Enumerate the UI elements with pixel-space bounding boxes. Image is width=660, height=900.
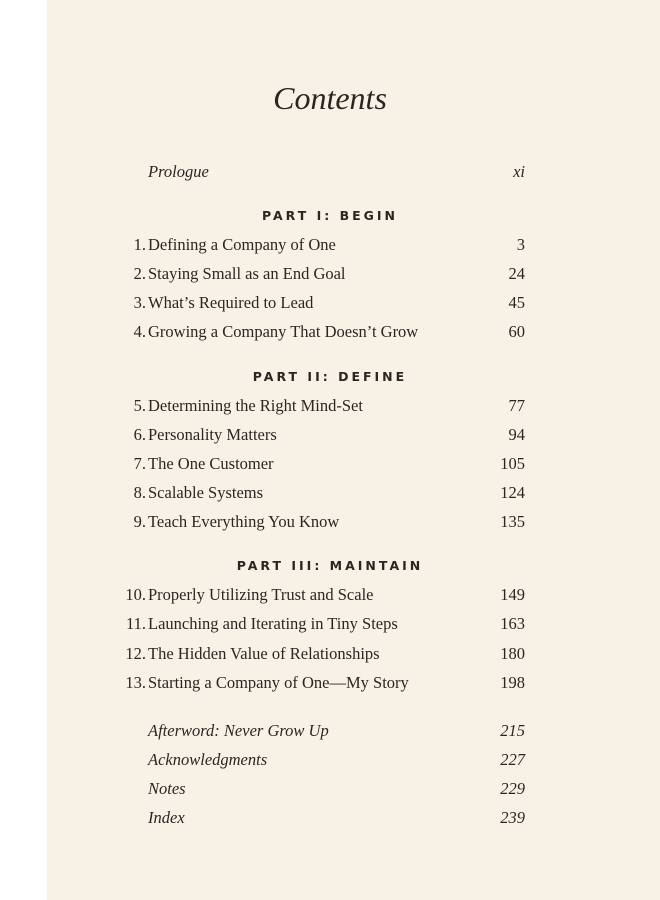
toc-entry-label: Defining a Company of One bbox=[148, 235, 336, 254]
page-title: Contents bbox=[273, 80, 387, 116]
part-heading: PART III: MAINTAIN bbox=[236, 558, 424, 573]
toc-entry-page: 163 bbox=[500, 614, 525, 633]
toc-entry-number: 7. bbox=[133, 454, 146, 473]
toc-entry-chapter-3 bbox=[0, 291, 660, 315]
toc-entry-chapter-8 bbox=[0, 481, 660, 505]
toc-entry-label: Acknowledgments bbox=[148, 750, 268, 769]
toc-entry-label: What’s Required to Lead bbox=[148, 293, 314, 312]
toc-entry-page: 227 bbox=[500, 750, 525, 769]
toc-entry-number: 4. bbox=[133, 322, 146, 341]
toc-entry-number: 13. bbox=[125, 673, 146, 692]
toc-entry-page: 77 bbox=[508, 396, 525, 415]
toc-entry-label: Afterword: Never Grow Up bbox=[148, 721, 329, 740]
toc-entry-chapter-5 bbox=[0, 394, 660, 418]
toc-entry-page: 124 bbox=[500, 483, 525, 502]
toc-entry-page: 239 bbox=[500, 808, 525, 827]
toc-entry-prologue bbox=[0, 160, 660, 184]
toc-entry-number: 3. bbox=[133, 293, 146, 312]
toc-entry-chapter-6 bbox=[0, 423, 660, 447]
toc-entry-label: Launching and Iterating in Tiny Steps bbox=[148, 614, 398, 633]
toc-entry-number: 2. bbox=[133, 264, 146, 283]
toc-entry-number: 11. bbox=[125, 614, 146, 633]
toc-entry-page: 94 bbox=[508, 425, 525, 444]
toc-entry-chapter-7 bbox=[0, 452, 660, 476]
toc-entry-label: Personality Matters bbox=[148, 425, 277, 444]
toc-entry-notes bbox=[0, 777, 660, 801]
toc-entry-chapter-10 bbox=[0, 583, 660, 607]
toc-entry-chapter-12 bbox=[0, 642, 660, 666]
toc-entry-number: 8. bbox=[133, 483, 146, 502]
toc-entry-afterword bbox=[0, 719, 660, 743]
toc-entry-label: Prologue bbox=[148, 162, 209, 181]
toc-entry-number: 5. bbox=[133, 396, 146, 415]
toc-entry-label: Teach Everything You Know bbox=[148, 512, 340, 531]
toc-entry-page: 105 bbox=[500, 454, 525, 473]
toc-entry-chapter-2 bbox=[0, 262, 660, 286]
toc-entry-page: 135 bbox=[500, 512, 525, 531]
toc-entry-label: Staying Small as an End Goal bbox=[148, 264, 346, 283]
toc-entry-label: Determining the Right Mind-Set bbox=[148, 396, 363, 415]
toc-entry-label: The Hidden Value of Relationships bbox=[148, 644, 380, 663]
toc-entry-number: 9. bbox=[133, 512, 146, 531]
toc-entry-number: 10. bbox=[125, 585, 146, 604]
part-heading: PART II: DEFINE bbox=[252, 369, 408, 384]
toc-entry-page: 198 bbox=[500, 673, 525, 692]
toc-entry-chapter-9 bbox=[0, 510, 660, 534]
toc-entry-page: 45 bbox=[508, 293, 525, 312]
toc-entry-page: 3 bbox=[516, 235, 525, 254]
toc-entry-label: Scalable Systems bbox=[148, 483, 264, 502]
toc-entry-page: 229 bbox=[500, 779, 525, 798]
toc-entry-label: Notes bbox=[148, 779, 186, 798]
toc-entry-chapter-13 bbox=[0, 671, 660, 695]
toc-entry-number: 12. bbox=[125, 644, 146, 663]
toc-entry-page: 60 bbox=[508, 322, 525, 341]
toc-entry-number: 1. bbox=[133, 235, 146, 254]
toc-entry-page: 24 bbox=[508, 264, 525, 283]
toc-entry-acknowledgments bbox=[0, 748, 660, 772]
toc-entry-label: Starting a Company of One—My Story bbox=[148, 673, 409, 692]
toc-entry-chapter-11 bbox=[0, 612, 660, 636]
toc-entry-label: The One Customer bbox=[148, 454, 274, 473]
toc-entry-page: 180 bbox=[500, 644, 525, 663]
toc-entry-number: 6. bbox=[133, 425, 146, 444]
toc-entry-page: xi bbox=[513, 162, 525, 181]
toc-entry-page: 149 bbox=[500, 585, 525, 604]
toc-entry-label: Index bbox=[148, 808, 185, 827]
toc-entry-page: 215 bbox=[500, 721, 525, 740]
toc-entry-chapter-1 bbox=[0, 233, 660, 257]
toc-entry-chapter-4 bbox=[0, 320, 660, 344]
toc-entry-label: Properly Utilizing Trust and Scale bbox=[148, 585, 374, 604]
toc-entry-label: Growing a Company That Doesn’t Grow bbox=[148, 322, 419, 341]
toc-entry-index bbox=[0, 806, 660, 830]
part-heading: PART I: BEGIN bbox=[261, 208, 399, 223]
